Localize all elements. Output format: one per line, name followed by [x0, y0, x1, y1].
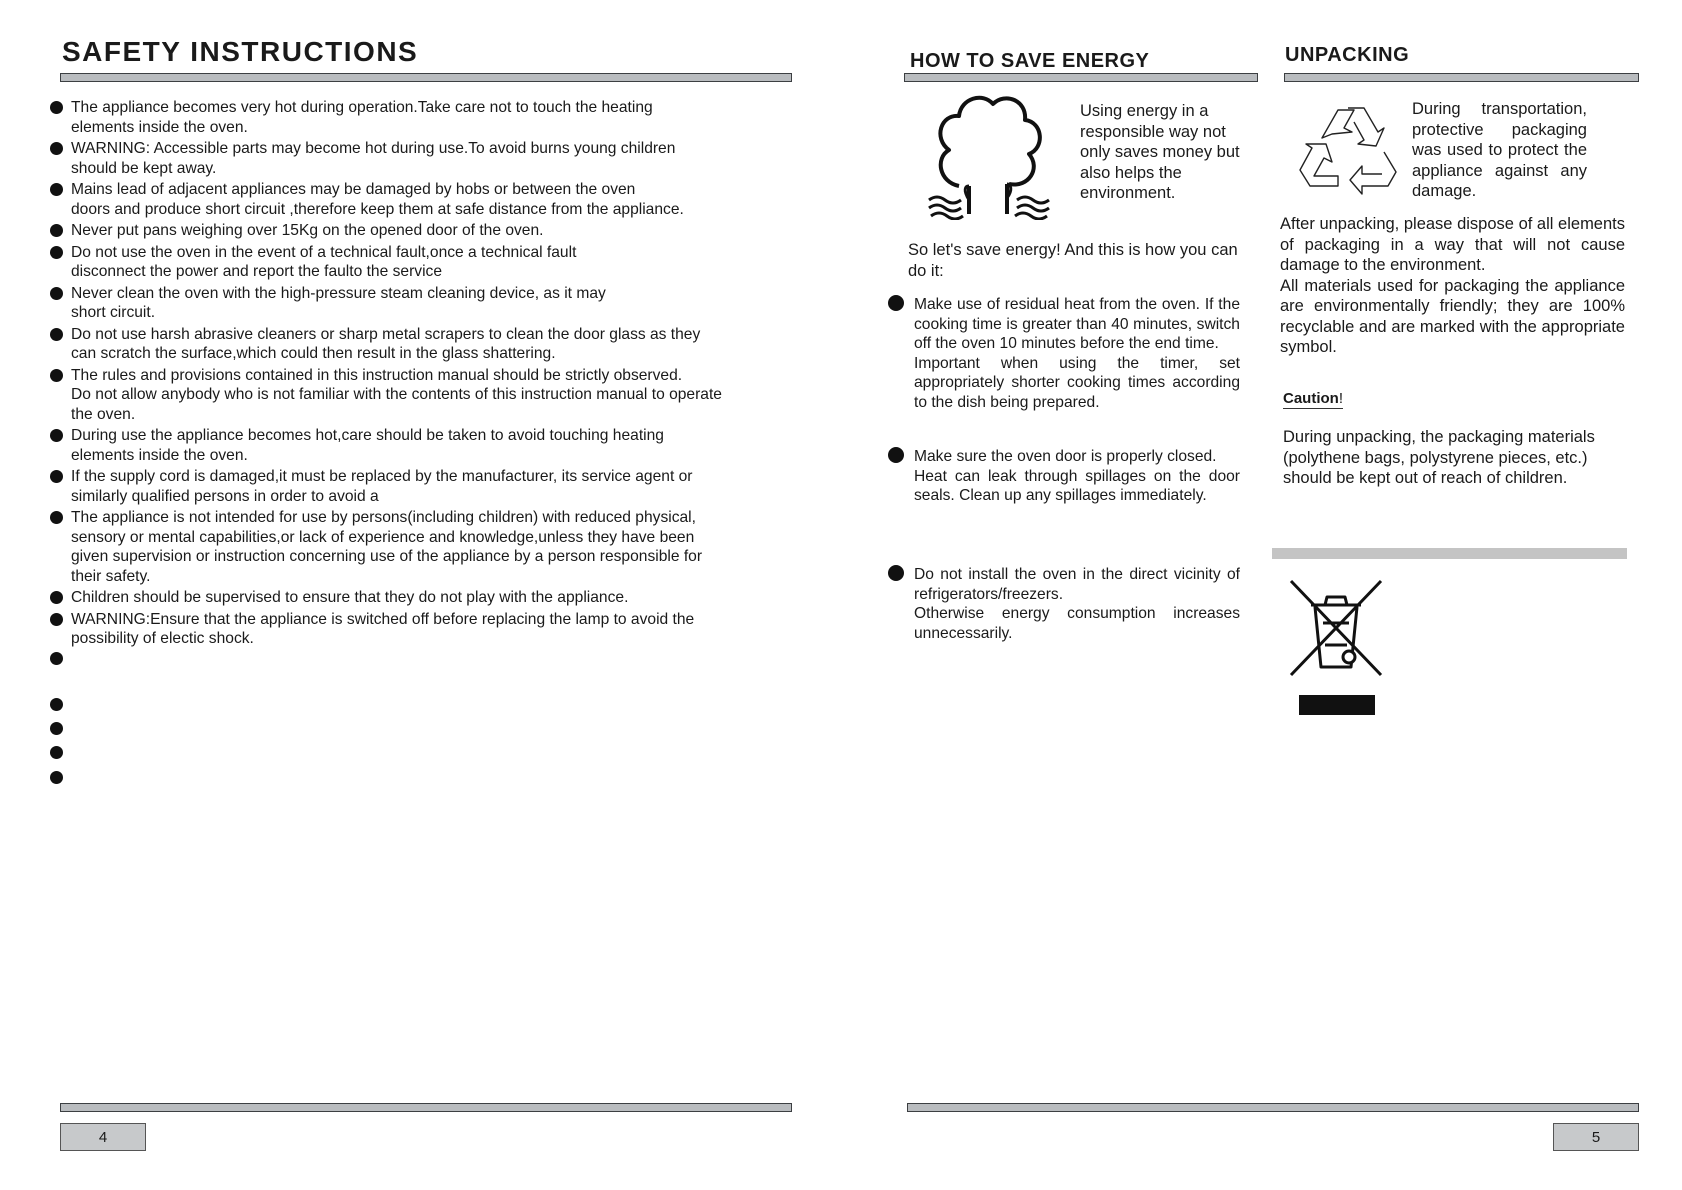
bullet-icon	[50, 224, 63, 237]
title-rule	[60, 73, 792, 82]
weee-rule	[1272, 548, 1627, 559]
energy-item: Do not install the oven in the direct vicinity of refrigerators/freezers. Otherwise energy consumption increases unnecessarily.	[888, 565, 1240, 643]
list-item: Mains lead of adjacent appliances may be damaged by hobs or between the oven doors and produce short circuit ,therefore keep them at safe distance from the appliance.	[50, 180, 810, 219]
unpacking-rule	[1284, 73, 1639, 82]
bullet-icon	[50, 246, 63, 259]
empty-bullet	[50, 652, 63, 665]
unpacking-title: UNPACKING	[1285, 44, 1410, 66]
save-energy-text: So let's save energy! And this is how you can do it:	[908, 241, 1238, 280]
bullet-icon	[50, 613, 63, 626]
recycle-icon	[1292, 100, 1402, 205]
bullet-icon	[50, 511, 63, 524]
empty-bullet	[50, 746, 63, 759]
bullet-icon	[888, 447, 904, 463]
bullet-icon	[50, 183, 63, 196]
caution-text: During unpacking, the packaging materials (polythene bags, polystyrene pieces, etc.) should be kept out of reach of children.	[1283, 428, 1595, 487]
bullet-icon	[50, 101, 63, 114]
bullet-icon	[50, 287, 63, 300]
list-item: WARNING:Ensure that the appliance is switched off before replacing the lamp to avoid the possibility of electic shock.	[50, 610, 810, 649]
tree-icon	[925, 90, 1053, 220]
list-item: Do not use the oven in the event of a technical fault,once a technical fault disconnect the power and report the faulto the service	[50, 243, 810, 282]
list-item: The rules and provisions contained in this instruction manual should be strictly observed. Do not allow anybody who is not familiar with the contents of this instruction manual to operate the oven.	[50, 366, 810, 425]
unpacking-body: After unpacking, please dispose of all elements of packaging in a way that will not cause damage to the environment. All materials used for packaging the appliance are environmentally friendly; they are 100% recyclable and are marked with the appropriate symbol.	[1280, 215, 1625, 356]
safety-list	[50, 98, 810, 651]
bullet-icon	[50, 470, 63, 483]
list-item: Do not use harsh abrasive cleaners or sharp metal scrapers to clean the door glass as they can scratch the surface,which could then result in the glass shattering.	[50, 325, 810, 364]
footer-rule	[907, 1103, 1639, 1112]
bullet-icon	[50, 142, 63, 155]
energy-title: HOW TO SAVE ENERGY	[910, 50, 1150, 72]
list-item: The appliance is not intended for use by persons(including children) with reduced physical, sensory or mental capabilities,or lack of experience and knowledge,unless they have been given supervision or instruction concerning use of the appliance by a person responsible for their safety.	[50, 508, 810, 586]
energy-intro: Using energy in a responsible way not only saves money but also helps the environment.	[1080, 102, 1240, 202]
bullet-icon	[50, 328, 63, 341]
page-number-right: 5	[1553, 1123, 1639, 1151]
page-number-left: 4	[60, 1123, 146, 1151]
bullet-icon	[888, 295, 904, 311]
footer-rule	[60, 1103, 792, 1112]
list-item: The appliance becomes very hot during operation.Take care not to touch the heating elements inside the oven.	[50, 98, 810, 137]
crossed-bin-icon	[1287, 575, 1385, 721]
list-item: If the supply cord is damaged,it must be replaced by the manufacturer, its service agent or similarly qualified persons in order to avoid a	[50, 467, 810, 506]
list-item: Children should be supervised to ensure that they do not play with the appliance.	[50, 588, 810, 608]
empty-bullet	[50, 722, 63, 735]
bullet-icon	[888, 565, 904, 581]
bullet-icon	[50, 429, 63, 442]
energy-item: Make sure the oven door is properly closed. Heat can leak through spillages on the door seals. Clean up any spillages immediately.	[888, 447, 1240, 506]
empty-bullet	[50, 698, 63, 711]
energy-rule	[904, 73, 1258, 82]
unpacking-intro: During transportation, protective packaging was used to protect the appliance against any damage.	[1412, 100, 1587, 200]
caution-label: Caution!	[1283, 390, 1343, 407]
safety-title: SAFETY INSTRUCTIONS	[62, 36, 419, 67]
energy-item: Make use of residual heat from the oven. If the cooking time is greater than 40 minutes, switch off the oven 10 minutes before the end time. Important when using the timer, set appropriately shorter cooking times according to the dish being prepared.	[888, 295, 1240, 413]
list-item: During use the appliance becomes hot,care should be taken to avoid touching heating elements inside the oven.	[50, 426, 810, 465]
list-item: Never put pans weighing over 15Kg on the opened door of the oven.	[50, 221, 810, 241]
empty-bullet	[50, 771, 63, 784]
bullet-icon	[50, 369, 63, 382]
bullet-icon	[50, 591, 63, 604]
list-item: Never clean the oven with the high-pressure steam cleaning device, as it may short circuit.	[50, 284, 810, 323]
list-item: WARNING: Accessible parts may become hot during use.To avoid burns young children should be kept away.	[50, 139, 810, 178]
